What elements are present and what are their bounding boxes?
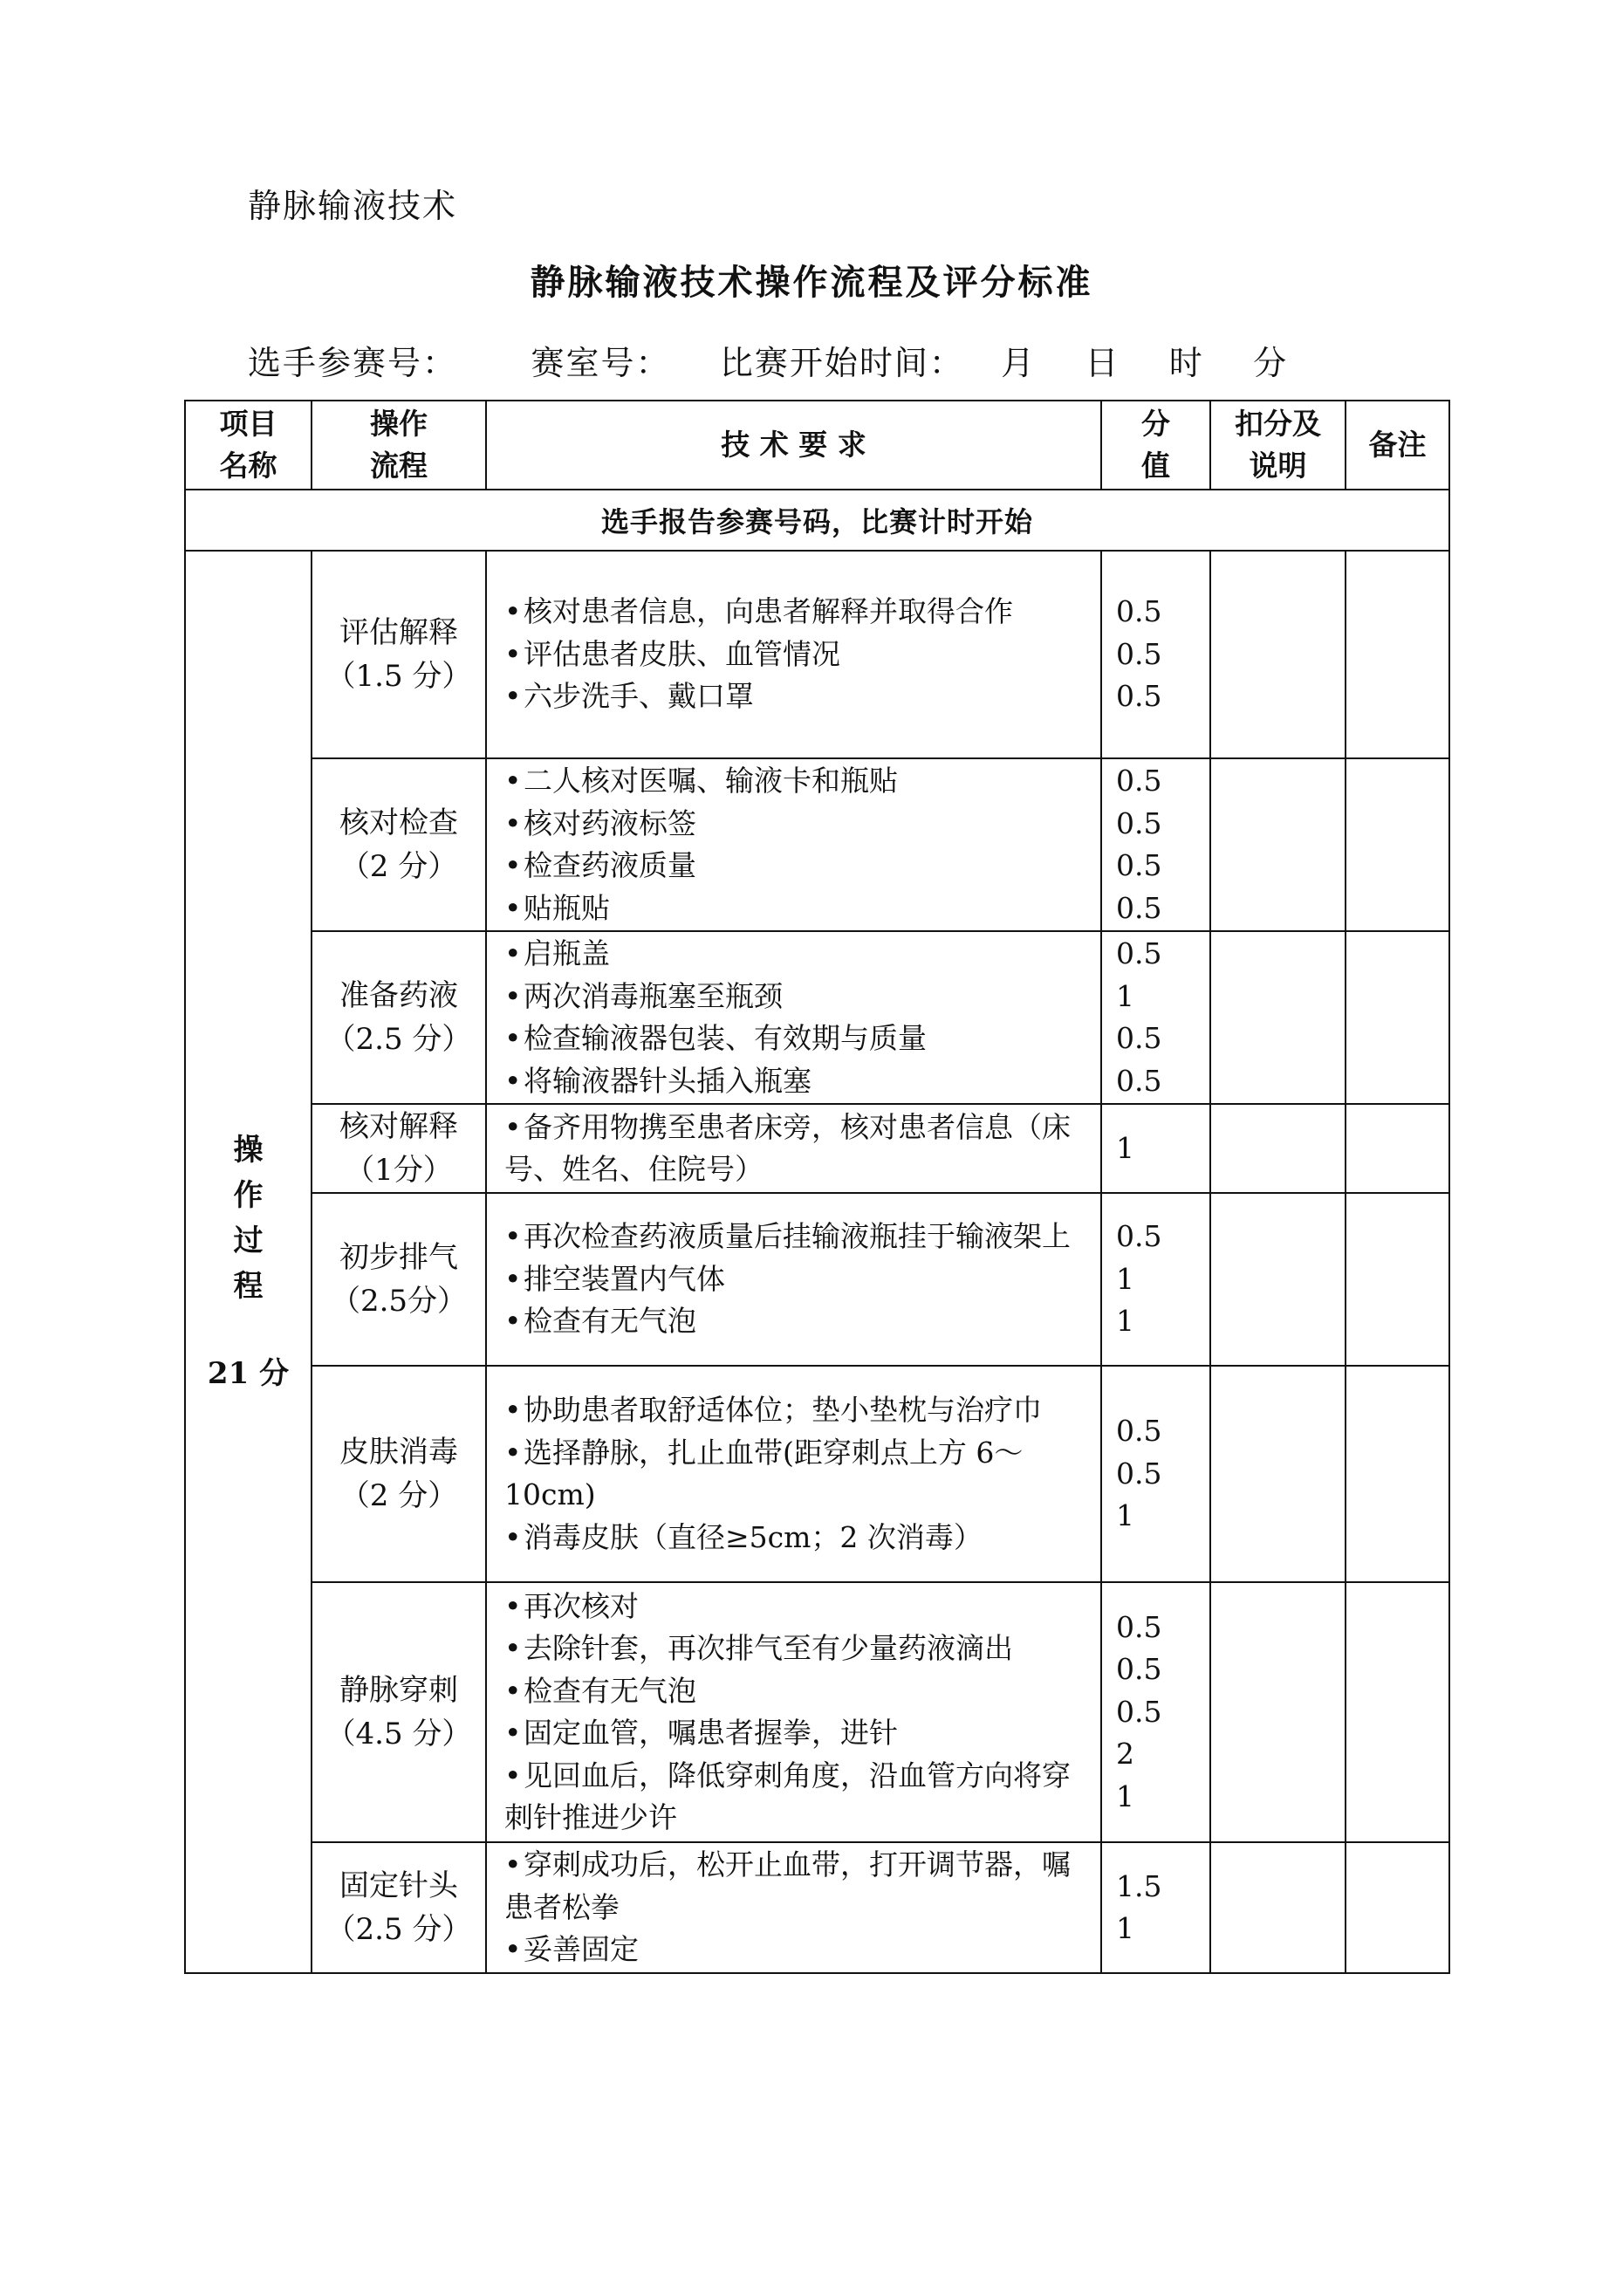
requirement-text: 检查输液器包装、有效期与质量 (524, 1021, 927, 1055)
bullet-icon: • (504, 1631, 522, 1665)
requirements-cell (486, 1366, 1101, 1582)
step-points: （2 分） (339, 1478, 458, 1513)
remark-cell (1346, 1193, 1449, 1366)
requirements-cell (486, 1104, 1101, 1193)
requirement-item (504, 1670, 1095, 1713)
score-value: 1 (1116, 1261, 1134, 1296)
header-requirements: 技 术 要 求 (486, 401, 1101, 490)
bullet-icon: • (504, 1758, 522, 1792)
score-value: 0.5 (1116, 636, 1162, 671)
requirement-text: 再次核对 (524, 1588, 639, 1623)
deduction-cell (1210, 1366, 1346, 1582)
requirement-text: 备齐用物携至患者床旁，核对患者信息（床号、姓名、住院号） (504, 1109, 1071, 1186)
score-value: 0.5 (1116, 805, 1162, 840)
step-name-cell (312, 758, 486, 931)
requirement-item (504, 1586, 1095, 1628)
requirement-item (504, 1389, 1095, 1432)
requirement-text: 选择静脉，扎止血带(距穿刺点上方 6～10cm) (504, 1435, 1024, 1511)
score-value: 0.5 (1116, 1652, 1162, 1687)
bullet-icon: • (504, 764, 522, 798)
header-deduction: 扣分及 说明 (1210, 401, 1346, 490)
table-row (185, 1104, 1449, 1193)
score-value: 2 (1116, 1737, 1134, 1772)
table-row (185, 551, 1449, 758)
score-value: 0.5 (1116, 594, 1162, 629)
requirement-text: 将输液器针头插入瓶塞 (524, 1063, 812, 1098)
day-label: 日 (1085, 344, 1120, 382)
requirement-text: 两次消毒瓶塞至瓶颈 (524, 978, 783, 1013)
section-name-cell (185, 551, 312, 1973)
requirement-text: 贴瓶贴 (524, 890, 610, 925)
step-name: 评估解释 (339, 615, 458, 650)
step-name-cell (312, 931, 486, 1104)
deduction-cell (1210, 1842, 1346, 1973)
step-name-cell (312, 1366, 486, 1582)
bullet-icon: • (504, 1716, 522, 1750)
step-name: 准备药液 (339, 978, 458, 1013)
requirement-item (504, 1216, 1095, 1258)
bullet-icon: • (504, 1109, 522, 1144)
bullet-icon: • (504, 1588, 522, 1623)
bullet-icon: • (504, 1519, 522, 1554)
bullet-icon: • (504, 594, 522, 629)
requirements-cell (486, 1193, 1101, 1366)
step-name: 初步排气 (339, 1240, 458, 1275)
step-name-cell (312, 1582, 486, 1842)
score-value: 0.5 (1116, 1414, 1162, 1449)
requirement-item (504, 1300, 1095, 1343)
bullet-icon: • (504, 978, 522, 1013)
document-heading: 静脉输液技术 (248, 187, 458, 225)
requirement-text: 检查有无气泡 (524, 1304, 696, 1339)
step-points: （2.5 分） (325, 1022, 472, 1057)
bullet-icon: • (504, 848, 522, 882)
step-name-cell (312, 1104, 486, 1193)
requirements-cell (486, 1842, 1101, 1973)
step-name-cell (312, 551, 486, 758)
requirement-item (504, 933, 1095, 976)
score-value: 0.5 (1116, 1456, 1162, 1491)
header-remark: 备注 (1346, 401, 1449, 490)
score-value: 1 (1116, 978, 1134, 1013)
requirement-item (504, 1060, 1095, 1103)
table-header-row (185, 401, 1449, 490)
score-cell (1101, 551, 1210, 758)
document-title: 静脉输液技术操作流程及评分标准 (530, 262, 1093, 303)
table-row (185, 758, 1449, 931)
remark-cell (1346, 1582, 1449, 1842)
score-value: 1 (1116, 1779, 1134, 1813)
requirement-text: 检查药液质量 (524, 848, 696, 882)
month-label: 月 (1001, 344, 1037, 382)
deduction-cell (1210, 931, 1346, 1104)
table-row (185, 1842, 1449, 1973)
score-value: 0.5 (1116, 1609, 1162, 1644)
header-score: 分 值 (1101, 401, 1210, 490)
requirement-item (504, 803, 1095, 846)
requirement-item (504, 675, 1095, 718)
table-row (185, 1582, 1449, 1842)
requirement-text: 核对药液标签 (524, 805, 696, 840)
deduction-cell (1210, 1582, 1346, 1842)
section-char: 操 (233, 1133, 264, 1168)
step-name-cell (312, 1842, 486, 1973)
score-value: 0.5 (1116, 764, 1162, 798)
hour-label: 时 (1168, 344, 1204, 382)
requirement-item (504, 760, 1095, 803)
deduction-cell (1210, 1104, 1346, 1193)
bullet-icon: • (504, 1219, 522, 1254)
requirement-text: 启瓶盖 (524, 936, 610, 970)
requirement-item (504, 1628, 1095, 1670)
score-value: 1.5 (1116, 1868, 1162, 1903)
bullet-icon: • (504, 1932, 522, 1967)
score-cell (1101, 1842, 1210, 1973)
table-row (185, 1366, 1449, 1582)
requirement-text: 排空装置内气体 (524, 1261, 725, 1296)
requirements-cell (486, 551, 1101, 758)
requirement-text: 去除针套，再次排气至有少量药液滴出 (524, 1631, 1013, 1665)
score-value: 0.5 (1116, 1219, 1162, 1254)
requirement-item (504, 591, 1095, 634)
requirement-text: 见回血后，降低穿刺角度，沿血管方向将穿刺针推进少许 (504, 1758, 1071, 1834)
score-value: 0.5 (1116, 848, 1162, 882)
remark-cell (1346, 931, 1449, 1104)
requirement-text: 再次检查药液质量后挂输液瓶挂于输液架上 (524, 1219, 1071, 1254)
deduction-cell (1210, 1193, 1346, 1366)
bullet-icon: • (504, 1261, 522, 1296)
remark-cell (1346, 551, 1449, 758)
score-value: 0.5 (1116, 1021, 1162, 1055)
step-points: （4.5 分） (325, 1717, 472, 1751)
bullet-icon: • (504, 805, 522, 840)
remark-cell (1346, 1366, 1449, 1582)
requirements-cell (486, 931, 1101, 1104)
section-char: 作 (233, 1178, 264, 1213)
bullet-icon: • (504, 1847, 522, 1882)
score-cell (1101, 1193, 1210, 1366)
remark-cell (1346, 758, 1449, 931)
header-flow: 操作 流程 (312, 401, 486, 490)
bullet-icon: • (504, 679, 522, 714)
start-banner: 选手报告参赛号码，比赛计时开始 (185, 490, 1449, 551)
bullet-icon: • (504, 1393, 522, 1427)
step-name-cell (312, 1193, 486, 1366)
header-item-name: 项目 名称 (185, 401, 312, 490)
scoring-table (184, 400, 1450, 1974)
bullet-icon: • (504, 1063, 522, 1098)
requirement-item (504, 1107, 1095, 1191)
bullet-icon: • (504, 636, 522, 671)
requirement-text: 消毒皮肤（直径≥5cm；2 次消毒） (524, 1519, 983, 1554)
score-value: 1 (1116, 1911, 1134, 1945)
requirement-text: 评估患者皮肤、血管情况 (524, 636, 840, 671)
deduction-cell (1210, 758, 1346, 931)
requirements-cell (486, 758, 1101, 931)
requirement-item (504, 976, 1095, 1018)
score-cell (1101, 931, 1210, 1104)
start-time-label: 比赛开始时间： (719, 344, 964, 382)
requirement-item (504, 888, 1095, 930)
step-name: 皮肤消毒 (339, 1435, 458, 1470)
banner-row (185, 490, 1449, 551)
requirements-cell (486, 1582, 1101, 1842)
requirement-item (504, 1018, 1095, 1060)
requirement-text: 核对患者信息，向患者解释并取得合作 (524, 594, 1013, 629)
score-value: 1 (1116, 1304, 1134, 1339)
requirement-text: 二人核对医嘱、输液卡和瓶贴 (524, 764, 898, 798)
bullet-icon: • (504, 1435, 522, 1470)
deduction-cell (1210, 551, 1346, 758)
table-row (185, 931, 1449, 1104)
step-points: （1.5 分） (325, 659, 472, 694)
score-cell (1101, 1366, 1210, 1582)
requirement-item (504, 634, 1095, 676)
score-value: 0.5 (1116, 679, 1162, 714)
section-char: 过 (233, 1223, 264, 1258)
step-name: 核对检查 (339, 805, 458, 840)
bullet-icon: • (504, 1304, 522, 1339)
section-char: 程 (233, 1269, 264, 1304)
requirement-item (504, 1755, 1095, 1840)
requirement-item (504, 1517, 1095, 1559)
room-number-label: 赛室号： (531, 344, 671, 382)
requirement-item (504, 845, 1095, 888)
bullet-icon: • (504, 1021, 522, 1055)
score-value: 0.5 (1116, 1694, 1162, 1729)
remark-cell (1346, 1842, 1449, 1973)
step-points: （2 分） (339, 849, 458, 884)
step-points: （2.5 分） (325, 1912, 472, 1947)
remark-cell (1346, 1104, 1449, 1193)
step-points: （1分） (345, 1153, 453, 1188)
bullet-icon: • (504, 890, 522, 925)
step-name: 静脉穿刺 (339, 1673, 458, 1708)
requirement-item (504, 1844, 1095, 1929)
step-points: （2.5分） (330, 1284, 468, 1319)
score-cell (1101, 1104, 1210, 1193)
requirement-item (504, 1929, 1095, 1971)
bullet-icon: • (504, 1673, 522, 1708)
step-name: 核对解释 (339, 1109, 458, 1144)
minute-label: 分 (1253, 344, 1289, 382)
requirement-text: 固定血管，嘱患者握拳，进针 (524, 1716, 898, 1750)
contestant-number-label: 选手参赛号： (248, 344, 458, 382)
requirement-text: 检查有无气泡 (524, 1673, 696, 1708)
requirement-text: 协助患者取舒适体位；垫小垫枕与治疗巾 (524, 1393, 1042, 1427)
score-value: 0.5 (1116, 936, 1162, 970)
score-cell (1101, 1582, 1210, 1842)
bullet-icon: • (504, 936, 522, 970)
contest-info-line (248, 336, 1288, 384)
score-value: 1 (1116, 1498, 1134, 1533)
requirement-text: 六步洗手、戴口罩 (524, 679, 754, 714)
requirement-item (504, 1258, 1095, 1301)
table-row (185, 1193, 1449, 1366)
requirement-item (504, 1432, 1095, 1517)
step-name: 固定针头 (339, 1868, 458, 1903)
requirement-text: 穿刺成功后，松开止血带，打开调节器，嘱患者松拳 (504, 1847, 1071, 1924)
requirement-text: 妥善固定 (524, 1932, 639, 1967)
requirement-item (504, 1712, 1095, 1755)
score-cell (1101, 758, 1210, 931)
section-total-score: 21 分 (207, 1356, 290, 1391)
score-value: 0.5 (1116, 1063, 1162, 1098)
score-value: 0.5 (1116, 890, 1162, 925)
score-value: 1 (1116, 1130, 1134, 1165)
